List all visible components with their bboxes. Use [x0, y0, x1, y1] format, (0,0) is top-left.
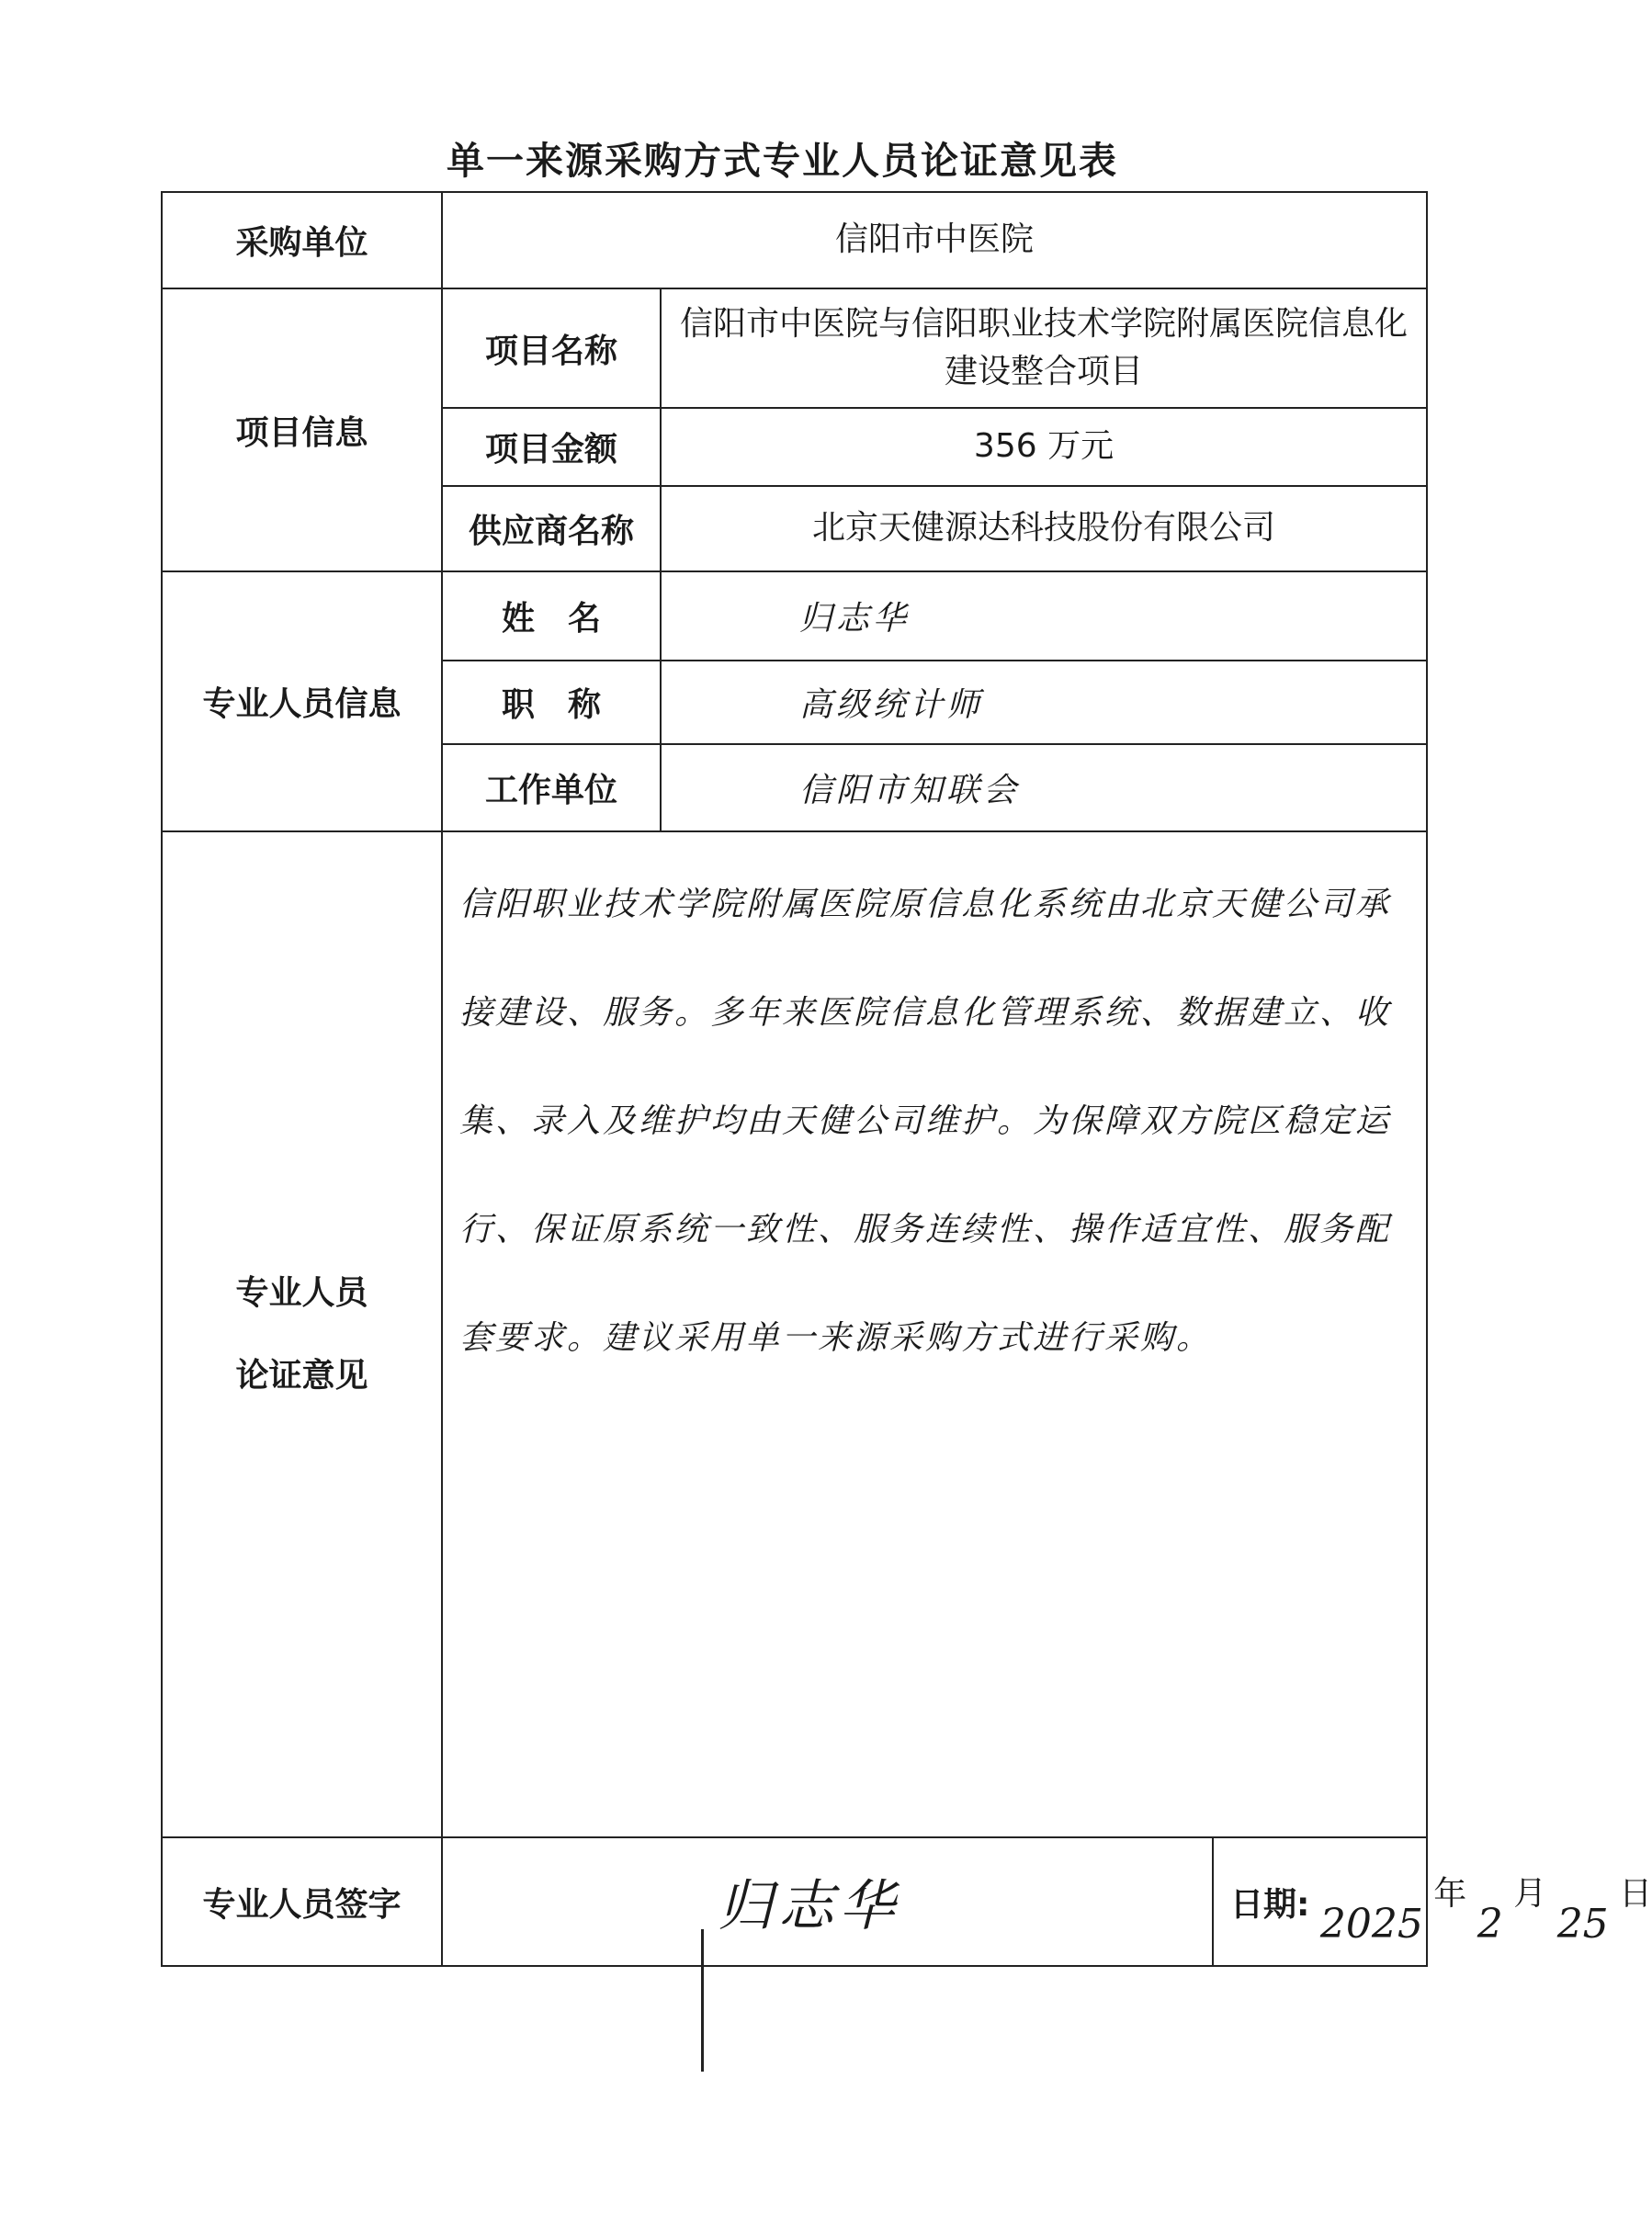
opinion-label	[162, 831, 442, 1837]
project-amount-value: 356 万元	[661, 408, 1427, 486]
expert-info-label: 专业人员信息	[162, 571, 442, 831]
opinion-handwritten-text: 信阳职业技术学院附属医院原信息化系统由北京天健公司承接建设、服务。多年来医院信息化管理系统、数据建立、收集、录入及维护均由天健公司维护。为保障双方院区稳定运行、保证原系统一致性、服务连续性、操作适宜性、服务配套要求。建议采用单一来源采购方式进行采购。	[442, 831, 1427, 1837]
purchaser-row	[162, 192, 1427, 288]
expert-name-row	[162, 571, 1427, 661]
signature-handwritten: 归志华	[718, 1874, 900, 1938]
expert-employer-label: 工作单位	[442, 744, 661, 831]
date-year-handwritten: 2025	[1319, 1900, 1423, 1948]
date-month-handwritten: 2	[1477, 1900, 1503, 1948]
supplier-label: 供应商名称	[442, 486, 661, 571]
project-name-row	[162, 288, 1427, 408]
project-name-label: 项目名称	[442, 288, 661, 408]
supplier-value: 北京天健源达科技股份有限公司	[661, 486, 1427, 571]
opinion-row	[162, 831, 1427, 1837]
form-title: 单一来源采购方式专业人员论证意见表	[447, 139, 1118, 183]
argument-form-table	[161, 191, 1652, 1967]
date-month-unit: 月	[1513, 1874, 1547, 1913]
project-info-label: 项目信息	[162, 288, 442, 571]
date-day-handwritten: 25	[1556, 1900, 1609, 1948]
expert-employer-handwritten: 信阳市知联会	[661, 744, 1427, 831]
signature-row	[162, 1837, 1427, 1966]
date-cell	[1213, 1837, 1652, 1966]
date-year-unit: 年	[1433, 1874, 1467, 1913]
expert-name-handwritten: 归志华	[661, 571, 1427, 661]
expert-title-handwritten: 高级统计师	[661, 661, 1427, 744]
date-label: 日期:	[1230, 1885, 1310, 1924]
expert-title-label: 职称	[442, 661, 661, 744]
opinion-label-line1: 专业人员	[235, 1273, 368, 1312]
signature-cell	[442, 1837, 1213, 1966]
purchaser-label: 采购单位	[162, 192, 442, 288]
signature-stroke-tail	[701, 1929, 704, 2072]
purchaser-value: 信阳市中医院	[442, 192, 1427, 288]
expert-name-label: 姓名	[442, 571, 661, 661]
date-day-unit: 日	[1619, 1874, 1652, 1913]
project-name-value: 信阳市中医院与信阳职业技术学院附属医院信息化建设整合项目	[661, 288, 1427, 408]
opinion-label-line2: 论证意见	[235, 1356, 368, 1395]
project-amount-label: 项目金额	[442, 408, 661, 486]
signature-label: 专业人员签字	[162, 1837, 442, 1966]
